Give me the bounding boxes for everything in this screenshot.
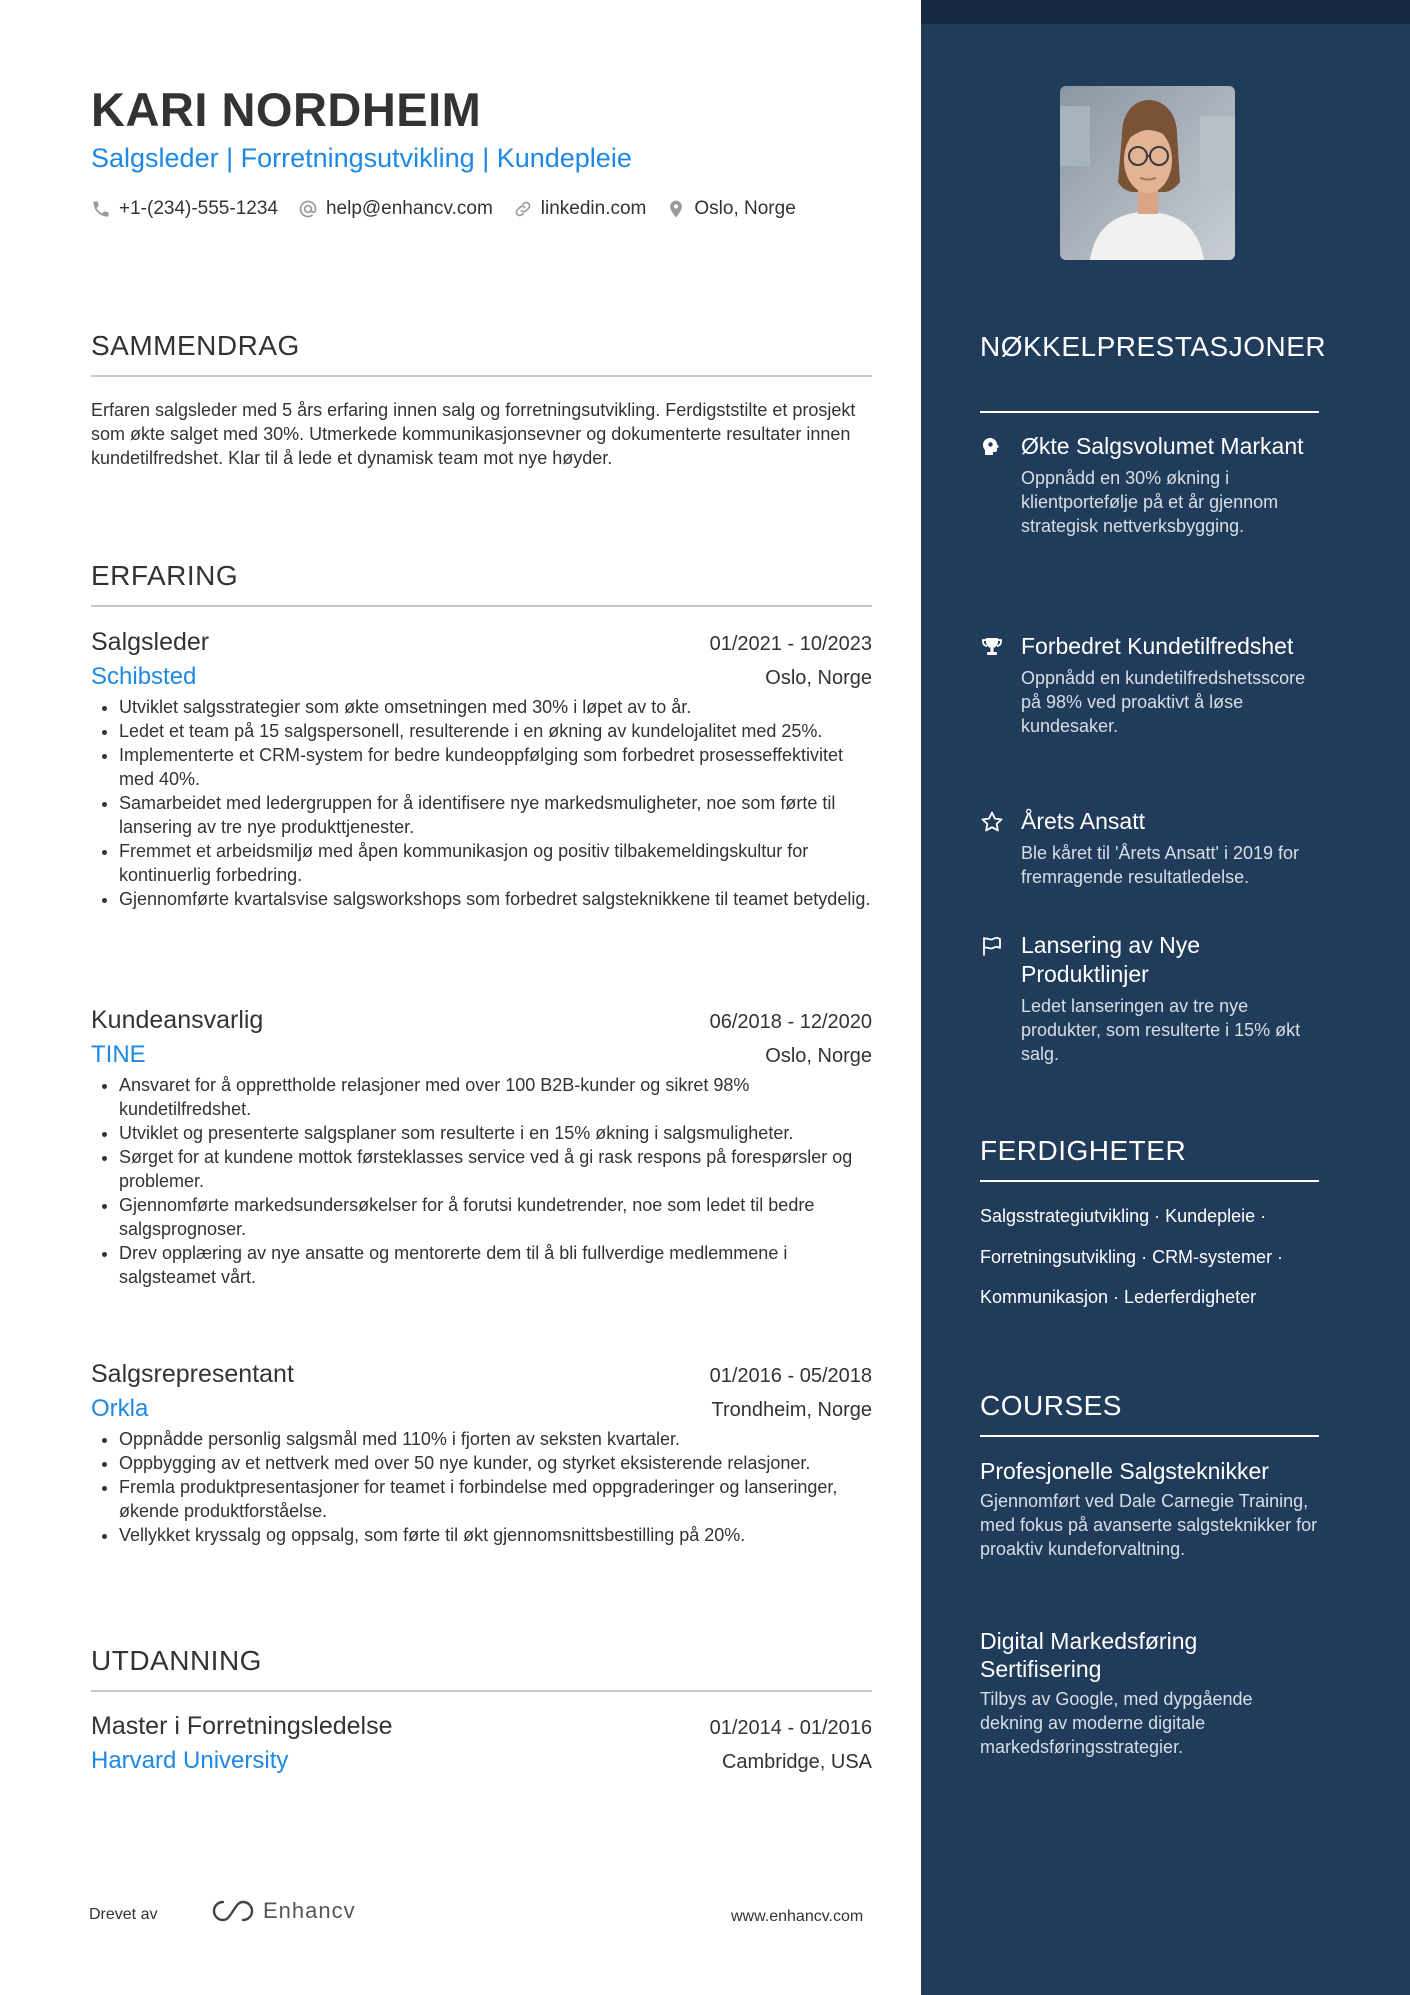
- job-location: Trondheim, Norge: [711, 1399, 872, 1421]
- degree-title: Master i Forretningsledelse: [91, 1712, 393, 1740]
- job-bullet: • Fremmet et arbeidsmiljø med åpen kommunikasjon og positiv tilbakemeldingskultur for kontinuerlig forbedring.: [119, 839, 872, 887]
- footer-powered-by: Drevet av: [89, 1906, 158, 1923]
- contact-location: [666, 196, 795, 222]
- achievement-item: [980, 807, 1320, 889]
- achievement-desc: Ble kåret til 'Årets Ansatt' i 2019 for fremragende resultatledelse.: [1021, 843, 1300, 887]
- achievement-title: Årets Ansatt: [1021, 808, 1146, 834]
- profile-photo-image: [1060, 86, 1235, 260]
- courses-heading: COURSES: [980, 1390, 1122, 1421]
- contact-location-text: Oslo, Norge: [694, 198, 796, 219]
- profile-photo: [1060, 86, 1235, 260]
- job-bullets: [91, 1427, 872, 1547]
- job-bullet: • Utviklet salgsstrategier som økte omsetningen med 30% i løpet av to år.: [119, 695, 872, 719]
- job-bullet: • Fremla produktpresentasjoner for teamet i forbindelse med oppgraderinger og lanseringer, økende produktforståelse.: [119, 1475, 872, 1523]
- achievement-desc: Oppnådd en 30% økning i klientportefølje på et år gjennom strategisk nettverksbygging.: [1021, 468, 1279, 536]
- job-entry: [91, 625, 872, 911]
- school-location: Cambridge, USA: [721, 1751, 872, 1773]
- resume-name: KARI NORDHEIM: [91, 83, 482, 136]
- job-bullets: [91, 695, 872, 911]
- flag-icon: [980, 934, 1004, 958]
- job-location: Oslo, Norge: [765, 667, 872, 689]
- education-dates: 01/2014 - 01/2016: [709, 1717, 872, 1739]
- experience-heading: ERFARING: [91, 560, 239, 591]
- contact-linkedin[interactable]: [513, 196, 647, 222]
- job-bullet: • Ledet et team på 15 salgspersonell, resulterende i en økning av kundelojalitet med 25%.: [119, 719, 872, 743]
- achievement-item: [980, 632, 1320, 738]
- job-bullet: • Drev opplæring av nye ansatte og mentorerte dem til å bli fullverdige medlemmene i salgsteamet vårt.: [119, 1241, 872, 1289]
- resume-headline: Salgsleder | Forretningsutvikling | Kundepleie: [91, 143, 632, 173]
- achievement-title: Økte Salgsvolumet Markant: [1021, 433, 1304, 459]
- achievement-desc: Ledet lanseringen av tre nye produkter, som resulterte i 15% økt salg.: [1021, 996, 1301, 1064]
- lightbulb-head-icon: [980, 435, 1004, 459]
- course-desc: Gjennomført ved Dale Carnegie Training, med fokus på avanserte salgsteknikker for proaktiv kundeforvaltning.: [980, 1491, 1318, 1559]
- job-location: Oslo, Norge: [765, 1045, 872, 1067]
- trophy-icon: [980, 635, 1004, 659]
- achievement-item: [980, 931, 1320, 1066]
- job-bullet: • Sørget for at kundene mottok førsteklasses service ved å gi rask respons på forespørsler og problemer.: [119, 1145, 872, 1193]
- job-bullet: • Samarbeidet med ledergruppen for å identifisere nye markedsmuligheter, noe som førte til lansering av tre nye produkttjenester.: [119, 791, 872, 839]
- at-icon: [298, 199, 318, 219]
- course-title: Profesjonelle Salgsteknikker: [980, 1458, 1269, 1484]
- skills-heading: FERDIGHETER: [980, 1135, 1187, 1166]
- skills-list: Salgsstrategiutvikling · Kundepleie · Forretningsutvikling · CRM-systemer · Kommunikasjon · Lederferdigheter: [980, 1206, 1284, 1307]
- job-title: Kundeansvarlig: [91, 1006, 264, 1034]
- job-dates: 01/2021 - 10/2023: [709, 633, 872, 655]
- experience-divider: [91, 605, 872, 607]
- course-item: [980, 1627, 1320, 1759]
- star-icon: [980, 810, 1004, 834]
- achievements-divider: [980, 411, 1319, 413]
- achievement-desc: Oppnådd en kundetilfredshetsscore på 98% ved proaktivt å løse kundesaker.: [1021, 668, 1306, 736]
- phone-icon: [91, 199, 111, 219]
- summary-text: Erfaren salgsleder med 5 års erfaring innen salg og forretningsutvikling. Ferdigststilte et prosjekt som økte salget med 30%. Utmerkede kommunikasjonsevner og dokumenterte resultater innen kundetilfredshet. Klar til å lede et dynamisk team mot nye høyder.: [91, 400, 856, 468]
- sidebar: [921, 0, 1410, 1995]
- job-bullet: • Vellykket kryssalg og oppsalg, som førte til økt gjennomsnittsbestilling på 20%.: [119, 1523, 872, 1547]
- job-bullet: • Gjennomførte markedsundersøkelser for å forutsi kundetrender, noe som ledet til bedre salgsprognoser.: [119, 1193, 872, 1241]
- job-entry: [91, 1357, 872, 1547]
- contact-bar: [91, 196, 816, 222]
- job-bullet: • Utviklet og presenterte salgsplaner som resulterte i en 15% økning i salgsmuligheter.: [119, 1121, 872, 1145]
- education-divider: [91, 1690, 872, 1692]
- achievements-heading: NØKKELPRESTASJONER: [980, 331, 1327, 362]
- course-item: [980, 1457, 1320, 1561]
- job-title: Salgsleder: [91, 628, 210, 656]
- job-company[interactable]: TINE: [91, 1041, 146, 1068]
- enhancv-logo[interactable]: [207, 1898, 356, 1924]
- job-entry: [91, 1003, 872, 1289]
- summary-heading: SAMMENDRAG: [91, 330, 300, 361]
- enhancv-logo-icon: [207, 1898, 255, 1924]
- contact-email[interactable]: [298, 196, 493, 222]
- job-company[interactable]: Schibsted: [91, 663, 197, 690]
- skills-divider: [980, 1180, 1319, 1182]
- job-bullet: • Implementerte et CRM-system for bedre kundeoppfølging som forbedret prosesseffektivitet med 40%.: [119, 743, 872, 791]
- course-desc: Tilbys av Google, med dypgående dekning av moderne digitale markedsføringsstrategier.: [980, 1689, 1253, 1757]
- summary-divider: [91, 375, 872, 377]
- location-pin-icon: [666, 199, 686, 219]
- job-bullet: • Gjennomførte kvartalsvise salgsworkshops som forbedret salgsteknikkene til teamet betydelig.: [119, 887, 872, 911]
- link-icon: [513, 199, 533, 219]
- job-dates: 06/2018 - 12/2020: [709, 1011, 872, 1033]
- job-bullet: • Oppbygging av et nettverk med over 50 nye kunder, og styrket eksisterende relasjoner.: [119, 1451, 872, 1475]
- contact-phone[interactable]: [91, 196, 278, 222]
- education-entry: [91, 1709, 872, 1778]
- contact-email-text: help@enhancv.com: [325, 198, 493, 219]
- courses-divider: [980, 1435, 1319, 1437]
- job-bullet: • Oppnådde personlig salgsmål med 110% i fjorten av seksten kvartaler.: [119, 1427, 872, 1451]
- enhancv-brand: Enhancv: [263, 1898, 356, 1923]
- achievement-item: [980, 432, 1320, 538]
- job-title: Salgsrepresentant: [91, 1360, 294, 1388]
- achievement-title: Forbedret Kundetilfredshet: [1021, 633, 1294, 659]
- sidebar-top-bar: [921, 0, 1410, 24]
- job-bullet: • Ansvaret for å opprettholde relasjoner med over 100 B2B-kunder og sikret 98% kundetilfredshet.: [119, 1073, 872, 1121]
- job-bullets: [91, 1073, 872, 1289]
- achievement-title: Lansering av Nye Produktlinjer: [1021, 932, 1200, 987]
- job-dates: 01/2016 - 05/2018: [709, 1365, 872, 1387]
- contact-phone-text: +1-(234)-555-1234: [119, 198, 278, 219]
- school-name[interactable]: Harvard University: [91, 1747, 289, 1774]
- job-company[interactable]: Orkla: [91, 1395, 149, 1422]
- footer-url[interactable]: www.enhancv.com: [731, 1908, 864, 1925]
- course-title: Digital Markedsføring Sertifisering: [980, 1628, 1198, 1682]
- contact-linkedin-text: linkedin.com: [540, 198, 647, 219]
- education-heading: UTDANNING: [91, 1645, 262, 1676]
